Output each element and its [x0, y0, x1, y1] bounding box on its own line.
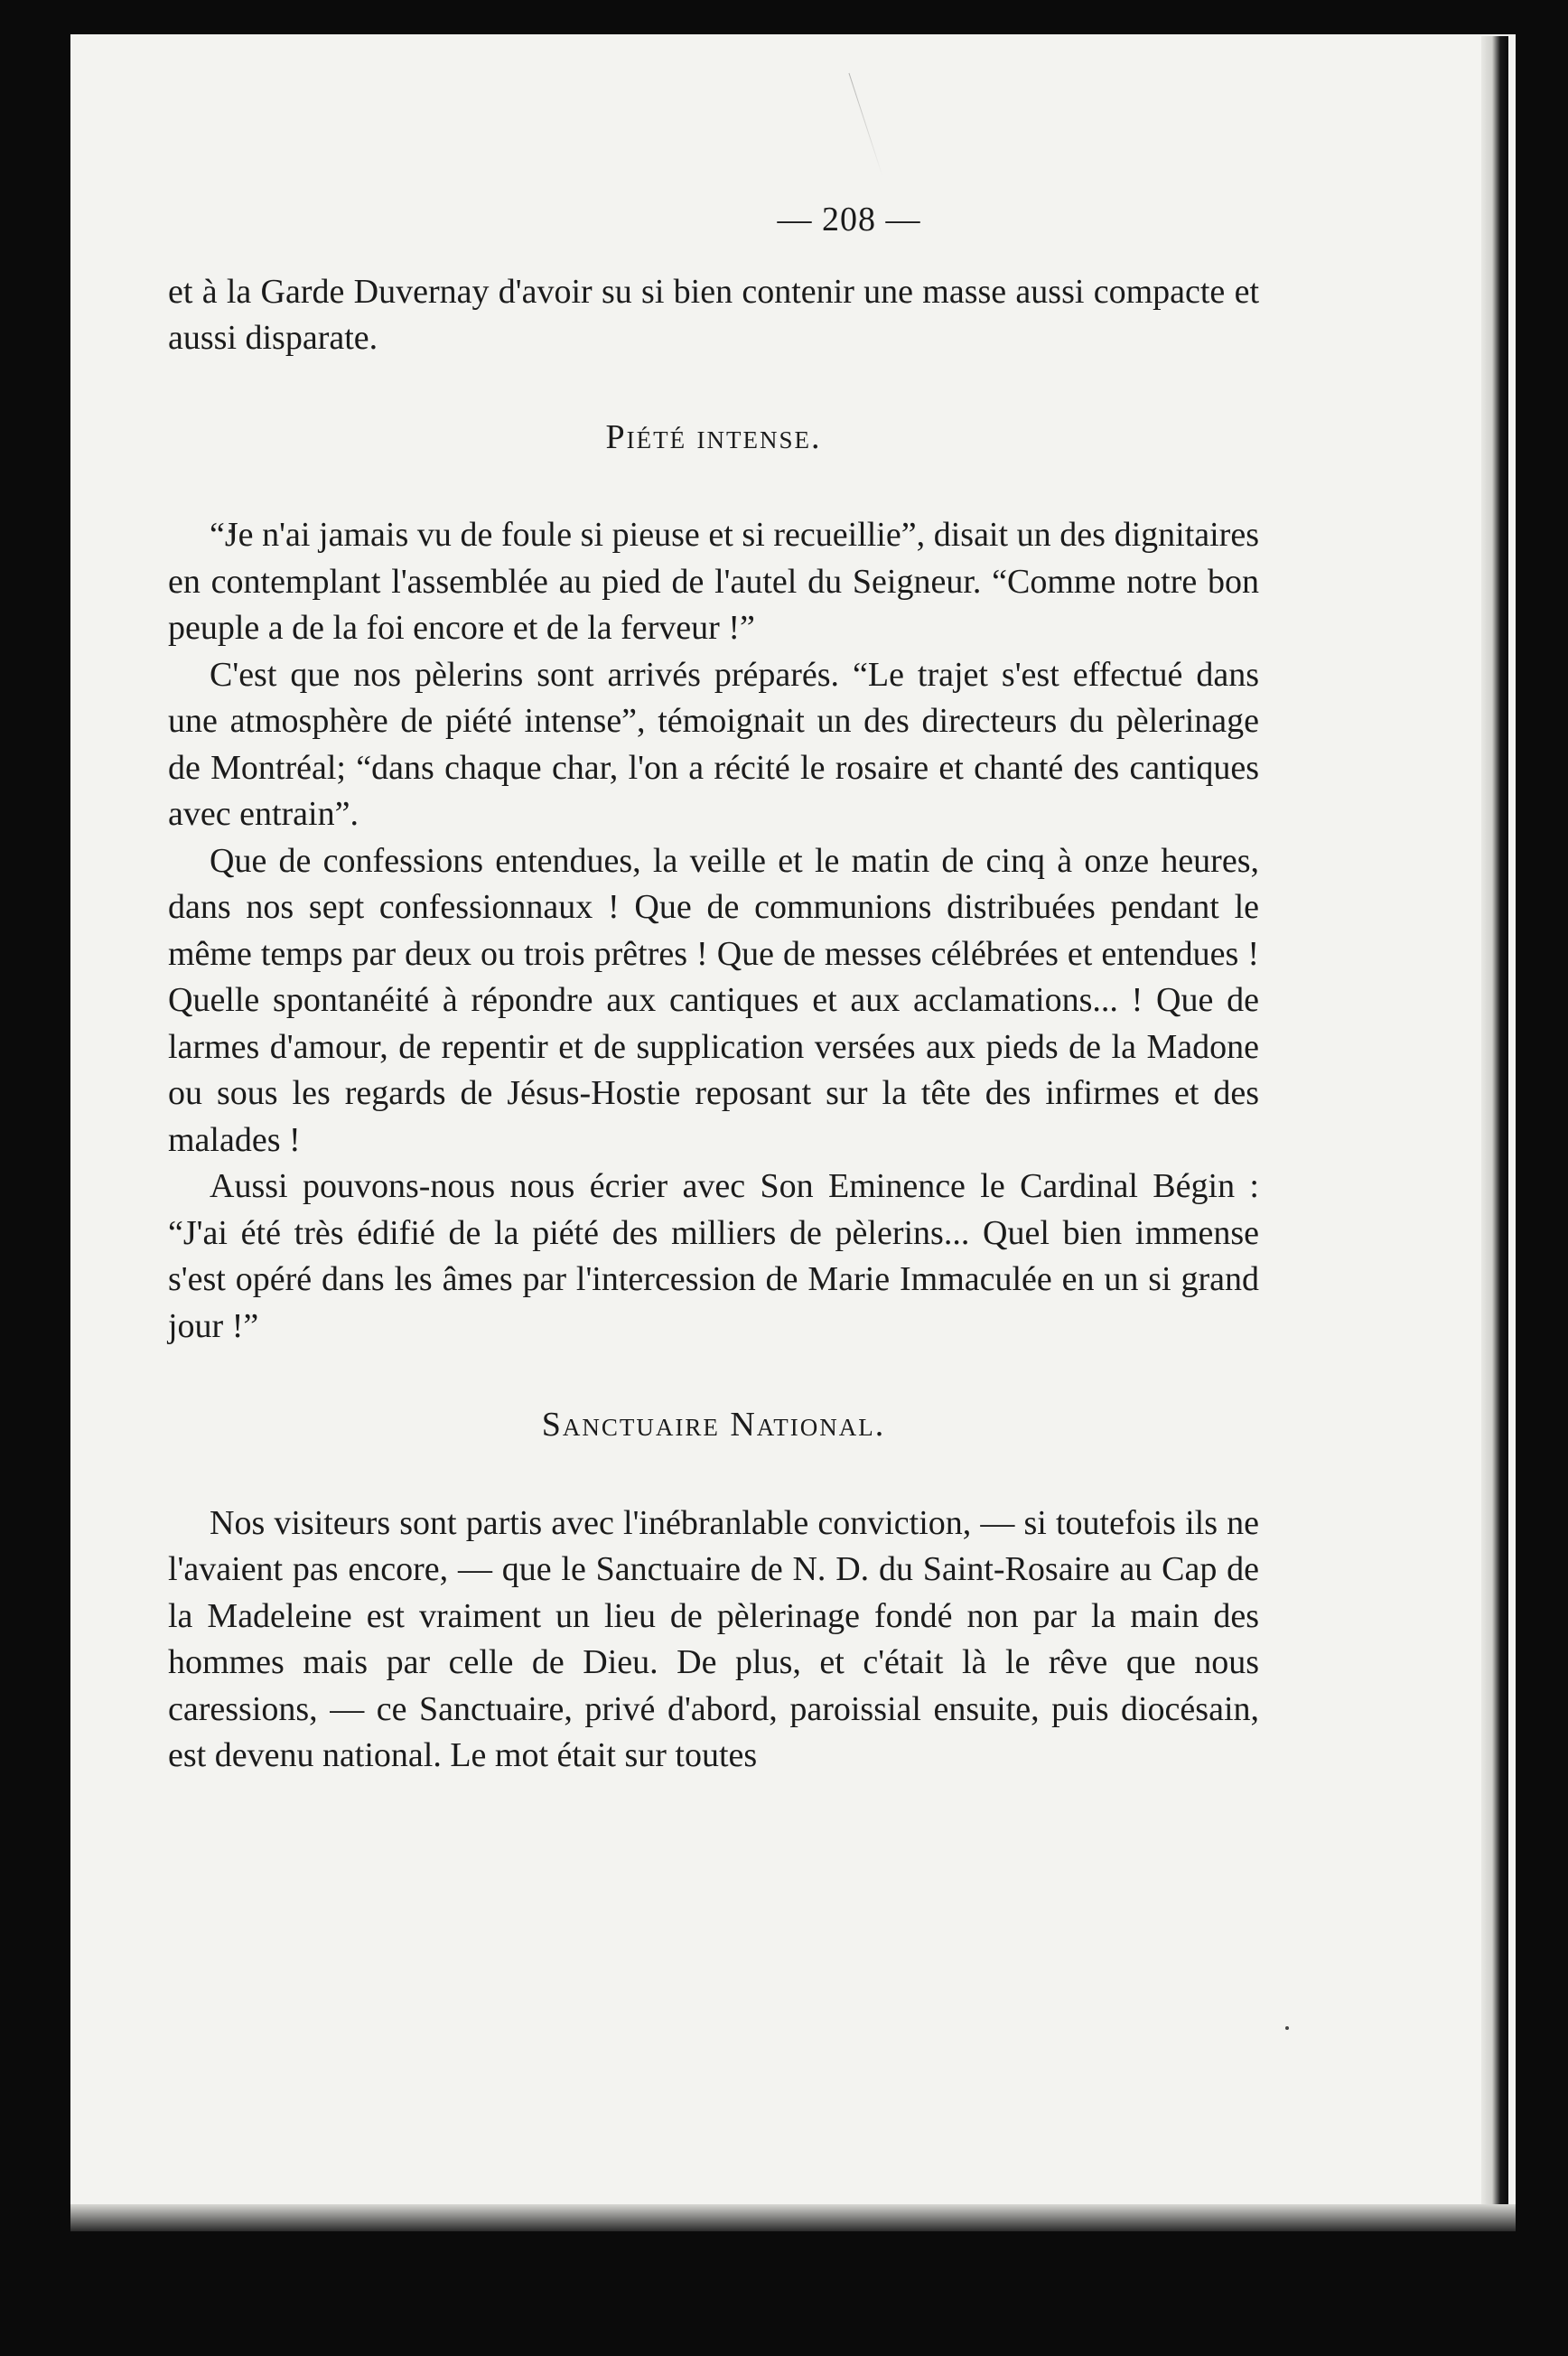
paragraph: “Je n'ai jamais vu de foule si pieuse et si recueillie”, disait un des dignitaires en contemplant l'assemblée au pied de l'autel du Seigneur. “Comme notre bon peuple a de la foi encore et de la ferveur !” [168, 516, 1259, 647]
section-heading-sanctuaire: Sanctuaire National. [541, 1406, 886, 1444]
ink-speck [1285, 2026, 1289, 2030]
paragraph: Aussi pouvons-nous nous écrier avec Son Eminence le Cardinal Bégin : “J'ai été très édifié de la piété des milliers de pèlerins... Quel bien immense s'est opéré dans les âmes par l'intercession de Marie Immaculée en un si grand jour !” [168, 1167, 1259, 1345]
page-edge [1481, 36, 1508, 2222]
page-text [168, 197, 1259, 1780]
page-number: — 208 — [777, 201, 921, 238]
paragraph: et à la Garde Duvernay d'avoir su si bien contenir une masse aussi compacte et aussi disparate. [168, 272, 1259, 357]
page-bottom-shadow [70, 2204, 1516, 2231]
paragraph: C'est que nos pèlerins sont arrivés préparés. “Le trajet s'est effectué dans une atmosphère de piété intense”, témoignait un des directeurs du pèlerinage de Montréal; “dans chaque char, l'on a récité le rosaire et chanté des cantiques avec entrain”. [168, 655, 1259, 833]
section-heading-piete: Piété intense. [605, 417, 822, 456]
paragraph: Nos visiteurs sont partis avec l'inébranlable conviction, — si toutefois ils ne l'avaient pas encore, — que le Sanctuaire de N. D. du Saint-Rosaire au Cap de la Madeleine est vraiment un lieu de pèlerinage fondé non par la main des hommes mais par celle de Dieu. De plus, et c'était là le rêve que nous caressions, — ce Sanctuaire, privé d'abord, paroissial ensuite, puis diocésain, est devenu national. Le mot était sur toutes [168, 1503, 1259, 1774]
paper-crease [848, 73, 882, 176]
paragraph: Que de confessions entendues, la veille et le matin de cinq à onze heures, dans nos sept confessionnaux ! Que de communions distribuées pendant le même temps par deux ou trois prêtres ! Que de messes célébrées et entendues ! Quelle spontanéité à répondre aux cantiques et aux acclamations... ! Que de larmes d'amour, de repentir et de supplication versées aux pieds de la Madone ou sous les regards de Jésus-Hostie reposant sur la tête des infirmes et des malades ! [168, 841, 1259, 1159]
